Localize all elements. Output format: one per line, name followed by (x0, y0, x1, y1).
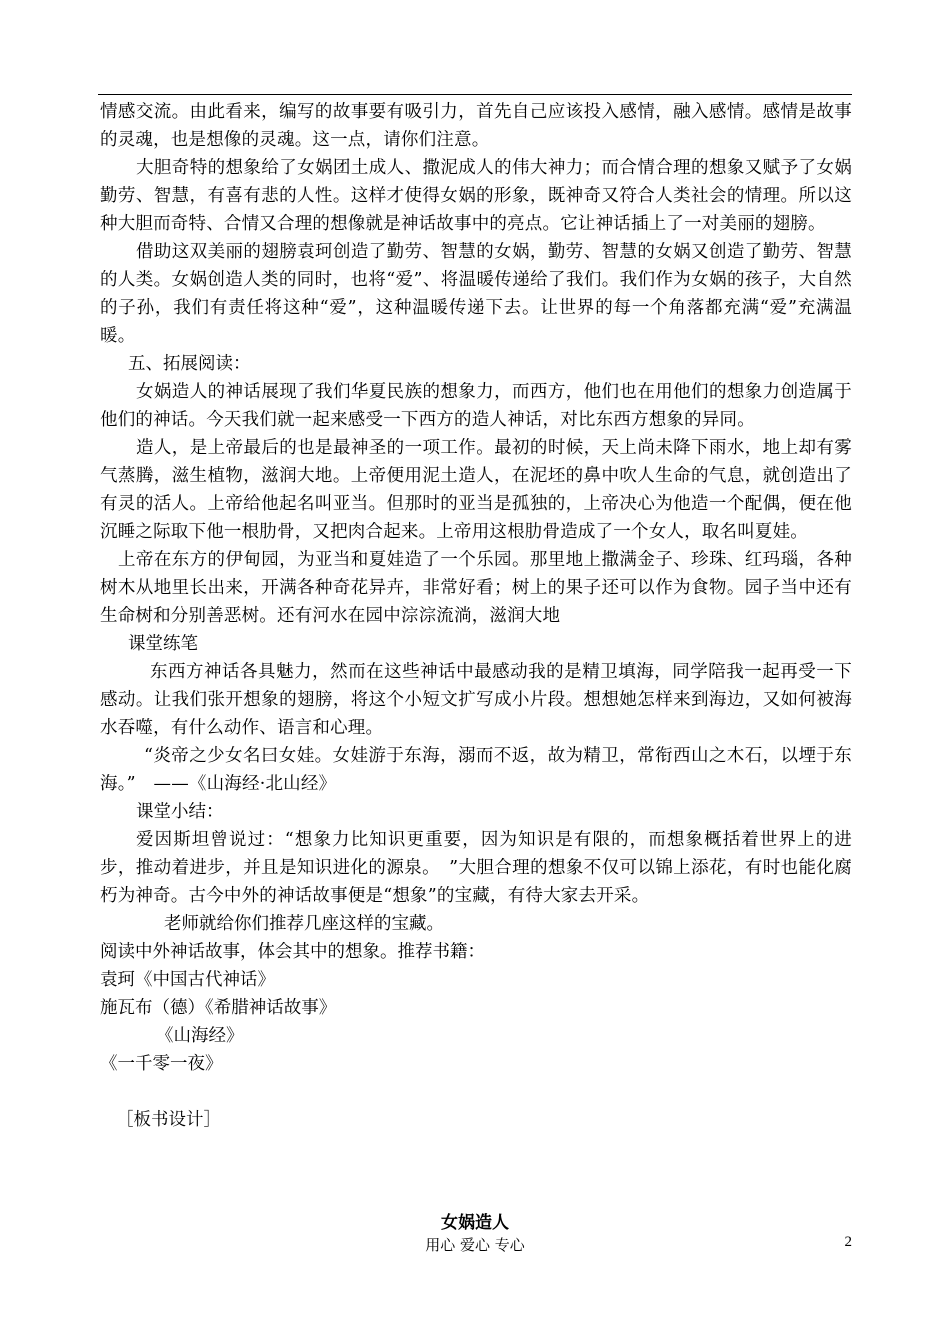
document-body (100, 98, 852, 1134)
paragraph-eden: 上帝在东方的伊甸园，为亚当和夏娃造了一个乐园。那里地上撒满金子、珍珠、红玛瑙，各种树木从地里长出来，开满各种奇花异卉，非常好看；树上的果子还可以作为食物。园子当中还有生命树和分别善恶树。还有河水在园中淙淙流淌，滋润大地 (100, 550, 852, 626)
page-number: 2 (844, 1234, 852, 1250)
book-item: 施瓦布（德）《希腊神话故事》 (100, 998, 337, 1018)
book-item: 《山海经》 (156, 1026, 244, 1046)
book-item: 袁珂《中国古代神话》 (100, 970, 275, 990)
board-design-heading: ［板书设计］ (116, 1110, 221, 1130)
header-rule (98, 94, 852, 95)
paragraph-creation: 造人，是上帝最后的也是最神圣的一项工作。最初的时候，天上尚未降下雨水，地上却有雾气蒸腾，滋生植物，滋润大地。上帝便用泥土造人，在泥坯的鼻中吹人生命的气息，就创造出了有灵的活人。上帝给他起名叫亚当。但那时的亚当是孤独的，上帝决心为他造一个配偶，便在他沉睡之际取下他一根肋骨，又把肉合起来。上帝用这根肋骨造成了一个女人，取名叫夏娃。 (100, 438, 852, 542)
section-heading-extended-reading: 五、拓展阅读： (128, 354, 251, 374)
board-title: 女娲造人 (441, 1213, 509, 1233)
paragraph-emotion: 情感交流。由此看来，编写的故事要有吸引力，首先自己应该投入感情，融入感情。感情是故事的灵魂，也是想像的灵魂。这一点，请你们注意。 (100, 102, 852, 150)
paragraph-imagination: 大胆奇特的想象给了女娲团土成人、撒泥成人的伟大神力；而合情合理的想象又赋予了女娲勤劳、智慧，有喜有悲的人性。这样才使得女娲的形象，既神奇又符合人类社会的情理。所以这种大胆而奇特、合情又合理的想像就是神话故事中的亮点。它让神话插上了一对美丽的翅膀。 (100, 158, 852, 234)
book-item: 《一千零一夜》 (100, 1054, 223, 1074)
paragraph-quote: “炎帝之少女名曰女娃。女娃游于东海，溺而不返，故为精卫，常衔西山之木石，以堙于东海。” ——《山海经·北山经》 (100, 746, 852, 794)
paragraph-western-myth-intro: 女娲造人的神话展现了我们华夏民族的想象力，而西方，他们也在用他们的想象力创造属于他们的神话。今天我们就一起来感受一下西方的造人神话，对比东西方想象的异同。 (100, 382, 852, 430)
paragraph-einstein: 爱因斯坦曾说过：“想象力比知识更重要，因为知识是有限的，而想象概括着世界上的进步，推动着进步，并且是知识进化的源泉。 ”大胆合理的想象不仅可以锦上添花，有时也能化腐朽为神奇。古今中外的神话故事便是“想象”的宝藏，有待大家去开采。 (100, 830, 852, 906)
paragraph-treasures: 老师就给你们推荐几座这样的宝藏。 (164, 914, 444, 934)
section-heading-practice: 课堂练笔 (128, 634, 198, 654)
paragraph-wings: 借助这双美丽的翅膀袁珂创造了勤劳、智慧的女娲，勤劳、智慧的女娲又创造了勤劳、智慧的人类。女娲创造人类的同时，也将“爱”、将温暖传递给了我们。我们作为女娲的孩子，大自然的子孙，我们有责任将这种“爱”，这种温暖传递下去。让世界的每一个角落都充满“爱”充满温暖。 (100, 242, 852, 346)
footer-motto: 用心 爱心 专心 (425, 1236, 525, 1254)
section-heading-summary: 课堂小结： (136, 802, 224, 822)
paragraph-reading-list-intro: 阅读中外神话故事，体会其中的想象。推荐书籍： (100, 942, 485, 962)
paragraph-practice: 东西方神话各具魅力，然而在这些神话中最感动我的是精卫填海，同学陪我一起再受一下感动。让我们张开想象的翅膀，将这个小短文扩写成小片段。想想她怎样来到海边，又如何被海水吞噬，有什么动作、语言和心理。 (100, 662, 852, 738)
